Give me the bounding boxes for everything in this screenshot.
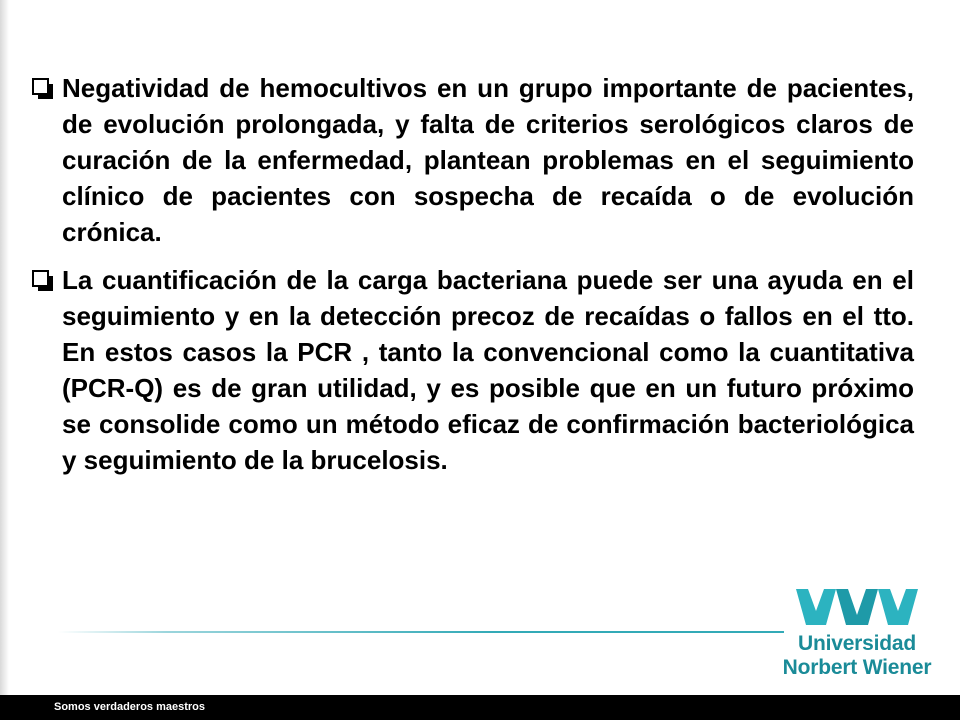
logo-text-line2: Norbert Wiener	[782, 656, 932, 679]
university-logo	[772, 585, 942, 685]
bullet-text: La cuantificación de la carga bacteriana puede ser una ayuda en el seguimiento y en la detección precoz de recaídas o fallos en el tto. En estos casos la PCR , tanto la convencional como la cuantitativa (PCR-Q) es de gran utilidad, y es posible que en un futuro próximo se consolide como un método eficaz de confirmación bacteriológica y seguimiento de la brucelosis.	[62, 265, 914, 475]
checkbox-bullet-icon	[28, 70, 62, 104]
book-logo-icon	[792, 585, 922, 629]
footer-bar	[0, 695, 960, 720]
bullet-text: Negatividad de hemocultivos en un grupo importante de pacientes, de evolución prolongada, y falta de criterios serológicos claros de curación de la enfermedad, plantean problemas en el seguimiento clínico de pacientes con sospecha de recaída o de evolución crónica.	[62, 73, 914, 247]
logo-text-line1: Universidad	[797, 632, 916, 655]
bullet-item	[28, 262, 914, 478]
divider-line	[58, 631, 784, 633]
left-edge-shade	[0, 0, 9, 720]
footer-tagline: Somos verdaderos maestros	[54, 701, 206, 713]
bullet-item	[28, 70, 914, 250]
checkbox-bullet-icon	[28, 262, 62, 296]
slide-content	[28, 70, 914, 490]
